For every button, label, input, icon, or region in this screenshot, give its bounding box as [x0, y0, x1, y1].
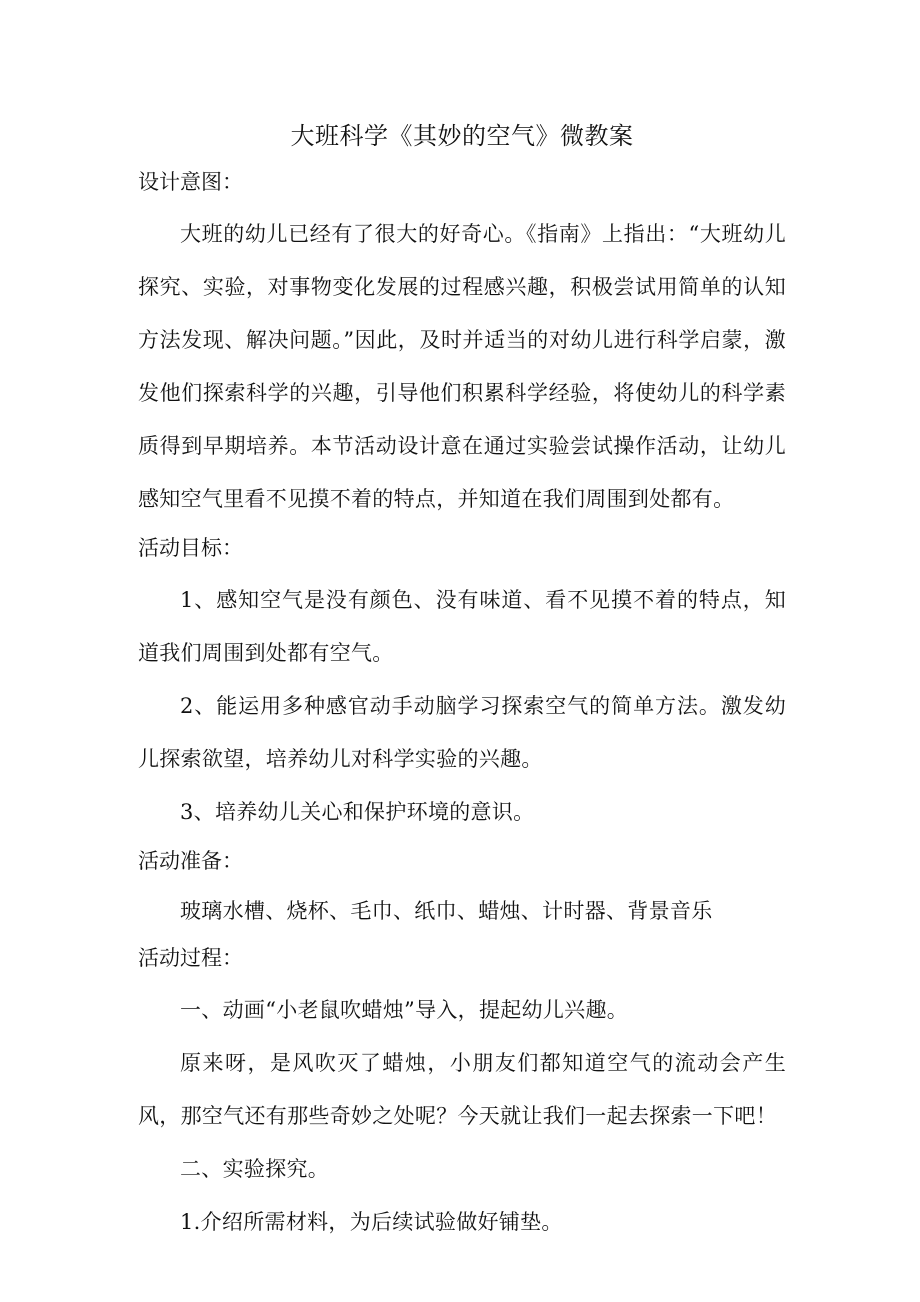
process-step-intro: 一、动画“小老鼠吹蜡烛”导入，提起幼儿兴趣。	[180, 998, 629, 1022]
activity-prep-heading: 活动准备：	[138, 849, 243, 873]
document-title: 大班科学《其妙的空气》微教案	[290, 122, 634, 150]
goal-item-3: 3、培养幼儿关心和保护环境的意识。	[180, 800, 535, 824]
process-substep-materials: 1.介绍所需材料，为后续试验做好铺垫。	[180, 1210, 563, 1234]
goal-item-2: 2、能运用多种感官动手动脑学习探索空气的简单方法。激发幼儿探索欲望，培养幼儿对科学实验的兴趣。	[138, 694, 786, 771]
document-content	[138, 112, 786, 1249]
process-step-experiment: 二、实验探究。	[180, 1157, 330, 1181]
design-intent-heading: 设计意图：	[138, 170, 243, 194]
activity-prep-materials: 玻璃水槽、烧杯、毛巾、纸巾、蜡烛、计时器、背景音乐	[180, 899, 713, 923]
activity-process-heading: 活动过程：	[138, 946, 243, 970]
design-intent-paragraph: 大班的幼儿已经有了很大的好奇心。《指南》上指出：“大班幼儿探究、实验，对事物变化发展的过程感兴趣，积极尝试用简单的认知方法发现、解决问题。”因此，及时并适当的对幼儿进行科学启蒙，激发他们探索科学的兴趣，引导他们积累科学经验，将使幼儿的科学素质得到早期培养。本节活动设计意在通过实验尝试操作活动，让幼儿感知空气里看不见摸不着的特点，并知道在我们周围到处都有。	[138, 222, 786, 511]
activity-goals-heading: 活动目标：	[138, 536, 243, 560]
process-paragraph: 原来呀，是风吹灭了蜡烛，小朋友们都知道空气的流动会产生风，那空气还有那些奇妙之处呢？今天就让我们一起去探索一下吧！	[138, 1051, 786, 1128]
goal-item-1: 1、感知空气是没有颜色、没有味道、看不见摸不着的特点，知道我们周围到处都有空气。	[138, 588, 786, 665]
